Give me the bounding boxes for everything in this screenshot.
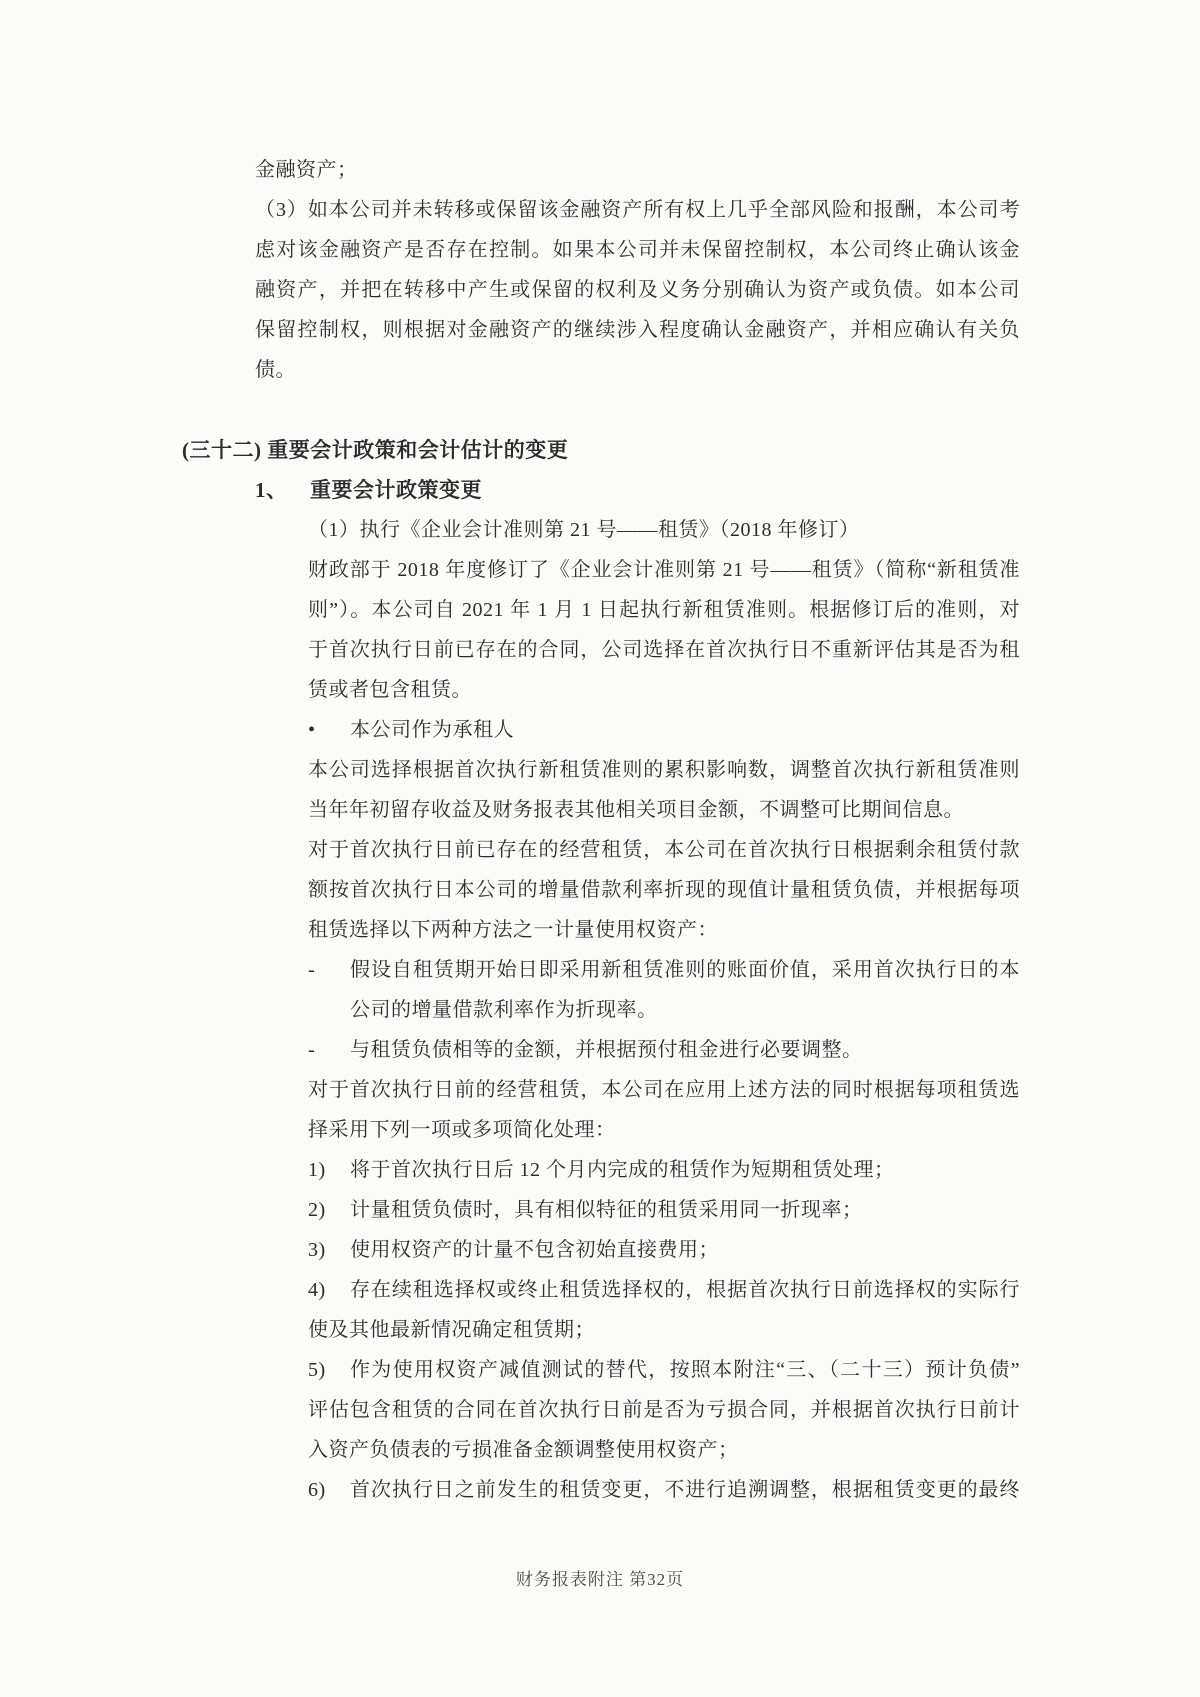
bullet-item bbox=[308, 710, 1020, 750]
item-number: 6) bbox=[308, 1479, 326, 1501]
section-heading: (三十二) 重要会计政策和会计估计的变更 bbox=[182, 438, 569, 462]
text-line: 金融资产； bbox=[255, 159, 358, 181]
text-line: 入资产负债表的亏损准备金额调整使用权资产； bbox=[308, 1439, 739, 1461]
text-line: 当年年初留存收益及财务报表其他相关项目金额，不调整可比期间信息。 bbox=[308, 799, 964, 821]
line-text: 存在续租选择权或终止租赁选择权的，根据首次执行日前选择权的实际行 bbox=[350, 1279, 1020, 1301]
text-line: 本公司选择根据首次执行新租赁准则的累积影响数，调整首次执行新租赁准则 bbox=[308, 759, 1020, 781]
text-line: 公司的增量借款利率作为折现率。 bbox=[350, 999, 658, 1021]
text-line: 对于首次执行日前已存在的经营租赁，本公司在首次执行日根据剩余租赁付款 bbox=[308, 839, 1020, 861]
line-text: 与租赁负债相等的金额，并根据预付租金进行必要调整。 bbox=[350, 1039, 863, 1061]
item-number: 1) bbox=[308, 1159, 326, 1181]
text-line: 租赁选择以下两种方法之一计量使用权资产： bbox=[308, 919, 718, 941]
page-footer: 财务报表附注 第32页 bbox=[515, 1570, 685, 1589]
dash-item bbox=[308, 950, 1020, 990]
text-line: 评估包含租赁的合同在首次执行日前是否为亏损合同，并根据首次执行日前计 bbox=[308, 1399, 1020, 1421]
numbered-item bbox=[308, 1190, 1020, 1230]
item-number: 4) bbox=[308, 1279, 326, 1301]
text-line: 虑对该金融资产是否存在控制。如果本公司并未保留控制权，本公司终止确认该金 bbox=[255, 239, 1020, 261]
line-text: 假设自租赁期开始日即采用新租赁准则的账面价值，采用首次执行日的本 bbox=[350, 959, 1020, 981]
dash-marker: - bbox=[308, 959, 316, 981]
text-line: 赁或者包含租赁。 bbox=[308, 679, 472, 701]
dash-item bbox=[308, 1030, 1020, 1070]
text-line: 保留控制权，则根据对金融资产的继续涉入程度确认金融资产，并相应确认有关负 bbox=[255, 319, 1020, 341]
bullet-icon: • bbox=[308, 719, 316, 741]
item-number: 3) bbox=[308, 1239, 326, 1261]
text-line: 财政部于 2018 年度修订了《企业会计准则第 21 号——租赁》（简称“新租赁准 bbox=[308, 559, 1020, 581]
text-line: 对于首次执行日前的经营租赁，本公司在应用上述方法的同时根据每项租赁选 bbox=[308, 1079, 1020, 1101]
text-line: 择采用下列一项或多项简化处理： bbox=[308, 1119, 616, 1141]
numbered-item bbox=[308, 1470, 1020, 1510]
numbered-item bbox=[308, 1150, 1020, 1190]
line-text: 使用权资产的计量不包含初始直接费用； bbox=[350, 1239, 719, 1261]
text-line: 于首次执行日前已存在的合同，公司选择在首次执行日不重新评估其是否为租 bbox=[308, 639, 1020, 661]
text-line: 债。 bbox=[255, 359, 296, 381]
line-text: 将于首次执行日后 12 个月内完成的租赁作为短期租赁处理； bbox=[350, 1159, 895, 1181]
subsection-heading bbox=[255, 470, 1020, 510]
line-text: 首次执行日之前发生的租赁变更，不进行追溯调整，根据租赁变更的最终 bbox=[350, 1479, 1020, 1501]
text-line: 额按首次执行日本公司的增量借款利率折现的现值计量租赁负债，并根据每项 bbox=[308, 879, 1020, 901]
text-line: （3）如本公司并未转移或保留该金融资产所有权上几乎全部风险和报酬，本公司考 bbox=[255, 199, 1020, 221]
text-line: 融资产，并把在转移中产生或保留的权利及义务分别确认为资产或负债。如本公司 bbox=[255, 279, 1020, 301]
line-text: 本公司作为承租人 bbox=[350, 719, 514, 741]
text-line: 使及其他最新情况确定租赁期； bbox=[308, 1319, 595, 1341]
text-line: （1）执行《企业会计准则第 21 号——租赁》（2018 年修订） bbox=[308, 519, 860, 541]
subsection-number: 1、 bbox=[255, 478, 288, 502]
text-line: 则”）。本公司自 2021 年 1 月 1 日起执行新租赁准则。根据修订后的准则，对 bbox=[308, 599, 1020, 621]
numbered-item bbox=[308, 1230, 1020, 1270]
line-text: 重要会计政策变更 bbox=[310, 478, 482, 502]
item-number: 5) bbox=[308, 1359, 326, 1381]
numbered-item bbox=[308, 1350, 1020, 1390]
item-number: 2) bbox=[308, 1199, 326, 1221]
line-text: 作为使用权资产减值测试的替代，按照本附注“三、（二十三）预计负债” bbox=[350, 1359, 1020, 1381]
line-text: 计量租赁负债时，具有相似特征的租赁采用同一折现率； bbox=[350, 1199, 863, 1221]
numbered-item bbox=[308, 1270, 1020, 1310]
dash-marker: - bbox=[308, 1039, 316, 1061]
